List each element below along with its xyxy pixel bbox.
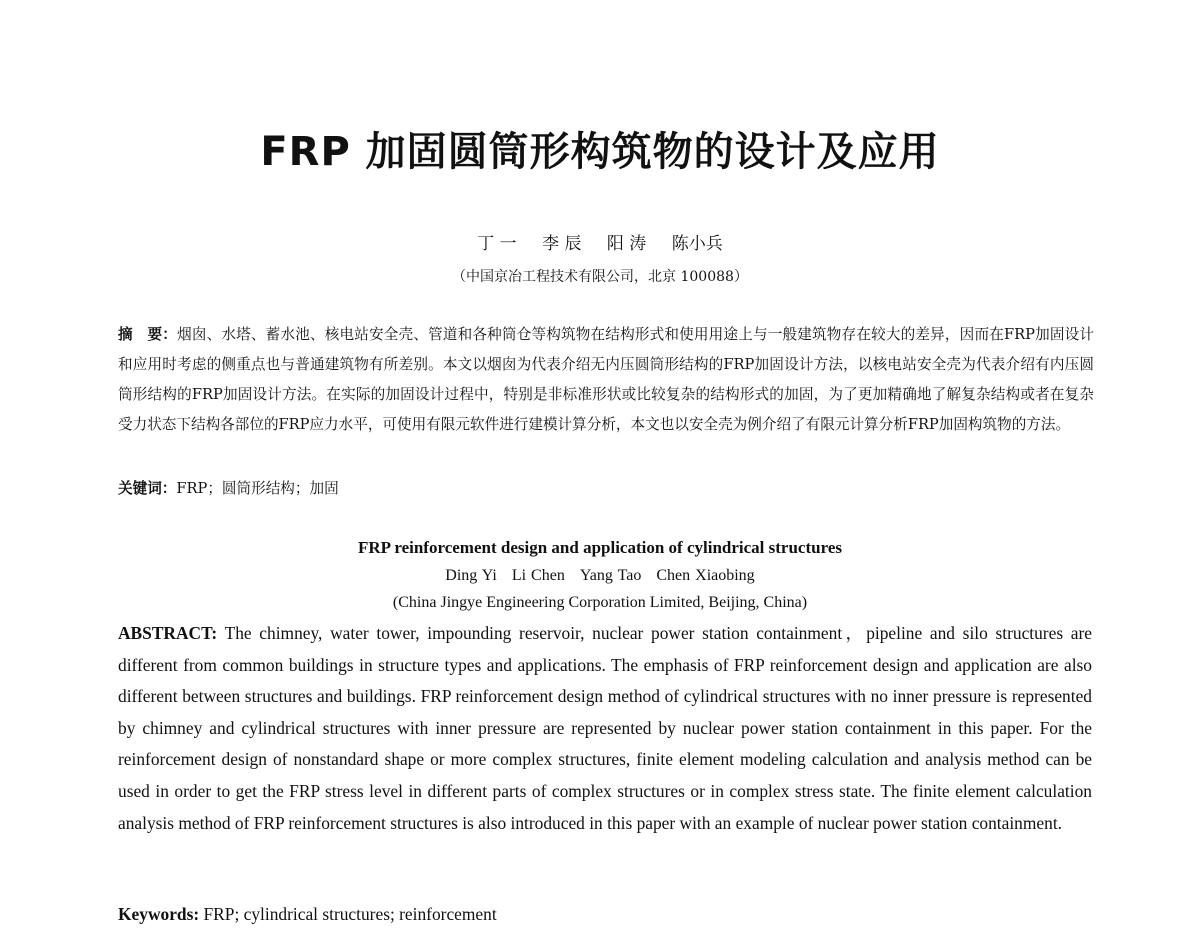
author-3-cn: 阳 涛	[606, 234, 647, 254]
english-keywords	[118, 900, 1092, 928]
chinese-keywords	[118, 476, 1094, 502]
author-1-en: Ding Yi	[445, 567, 497, 584]
english-affiliation: (China Jingye Engineering Corporation Limited, Beijing, China)	[392, 594, 808, 611]
author-3-en: Yang Tao	[579, 567, 642, 584]
chinese-title: FRP 加固圆筒形构筑物的设计及应用	[260, 129, 940, 175]
chinese-keywords-label: 关键词：	[118, 480, 177, 497]
chinese-abstract-text: 烟囱、水塔、蓄水池、核电站安全壳、管道和各种筒仓等构筑物在结构形式和使用用途上与一般建筑物存在较大的差异，因而在FRP加固设计和应用时考虑的侧重点也与普通建筑物有所差别。本文以烟囱为代表介绍无内压圆筒形结构的FRP加固设计方法，以核电站安全壳为代表介绍有内压圆筒形结构的FRP加固设计方法。在实际的加固设计过程中，特别是非标准形状或比较复杂的结构形式的加固，为了更加精确地了解复杂结构或者在复杂受力状态下结构各部位的FRP应力水平，可使用有限元软件进行建模计算分析，本文也以安全壳为例介绍了有限元计算分析FRP加固构筑物的方法。	[118, 326, 1094, 433]
english-keywords-text: FRP; cylindrical structures; reinforcement	[203, 904, 497, 924]
chinese-authors	[0, 231, 1200, 257]
author-1-cn: 丁 一	[477, 234, 517, 254]
english-authors	[0, 563, 1200, 589]
chinese-abstract	[118, 320, 1094, 440]
english-keywords-label: Keywords:	[118, 904, 200, 924]
author-2-en: Li Chen	[511, 567, 565, 584]
english-abstract	[118, 618, 1092, 839]
author-4-cn: 陈小兵	[671, 234, 723, 254]
english-abstract-label: ABSTRACT:	[118, 623, 218, 643]
english-title: FRP reinforcement design and application of cylindrical structures	[357, 538, 842, 557]
author-2-cn: 李 辰	[542, 234, 582, 254]
english-abstract-text: The chimney, water tower, impounding reservoir, nuclear power station containment，pipeline and silo structures are different from common buildings in structure types and applications. The emphasis of FRP reinforcement design and application are also different between structures and buildings. FRP reinforcement design method of cylindrical structures with no inner pressure is represented by chimney and cylindrical structures with inner pressure are represented by nuclear power station containment in this paper. For the reinforcement design of nonstandard shape or more complex structures, finite element modeling calculation and analysis method can be used in order to get the FRP stress level in different parts of complex structures or in complex stress state. The finite element calculation analysis method of FRP reinforcement structures is also introduced in this paper with an example of nuclear power station containment.	[118, 623, 1092, 833]
chinese-keywords-text: FRP；圆筒形结构；加固	[176, 480, 339, 497]
chinese-abstract-label: 摘 要：	[118, 326, 178, 343]
author-4-en: Chen Xiaobing	[656, 567, 755, 584]
chinese-affiliation: （中国京冶工程技术有限公司，北京 100088）	[452, 269, 748, 285]
